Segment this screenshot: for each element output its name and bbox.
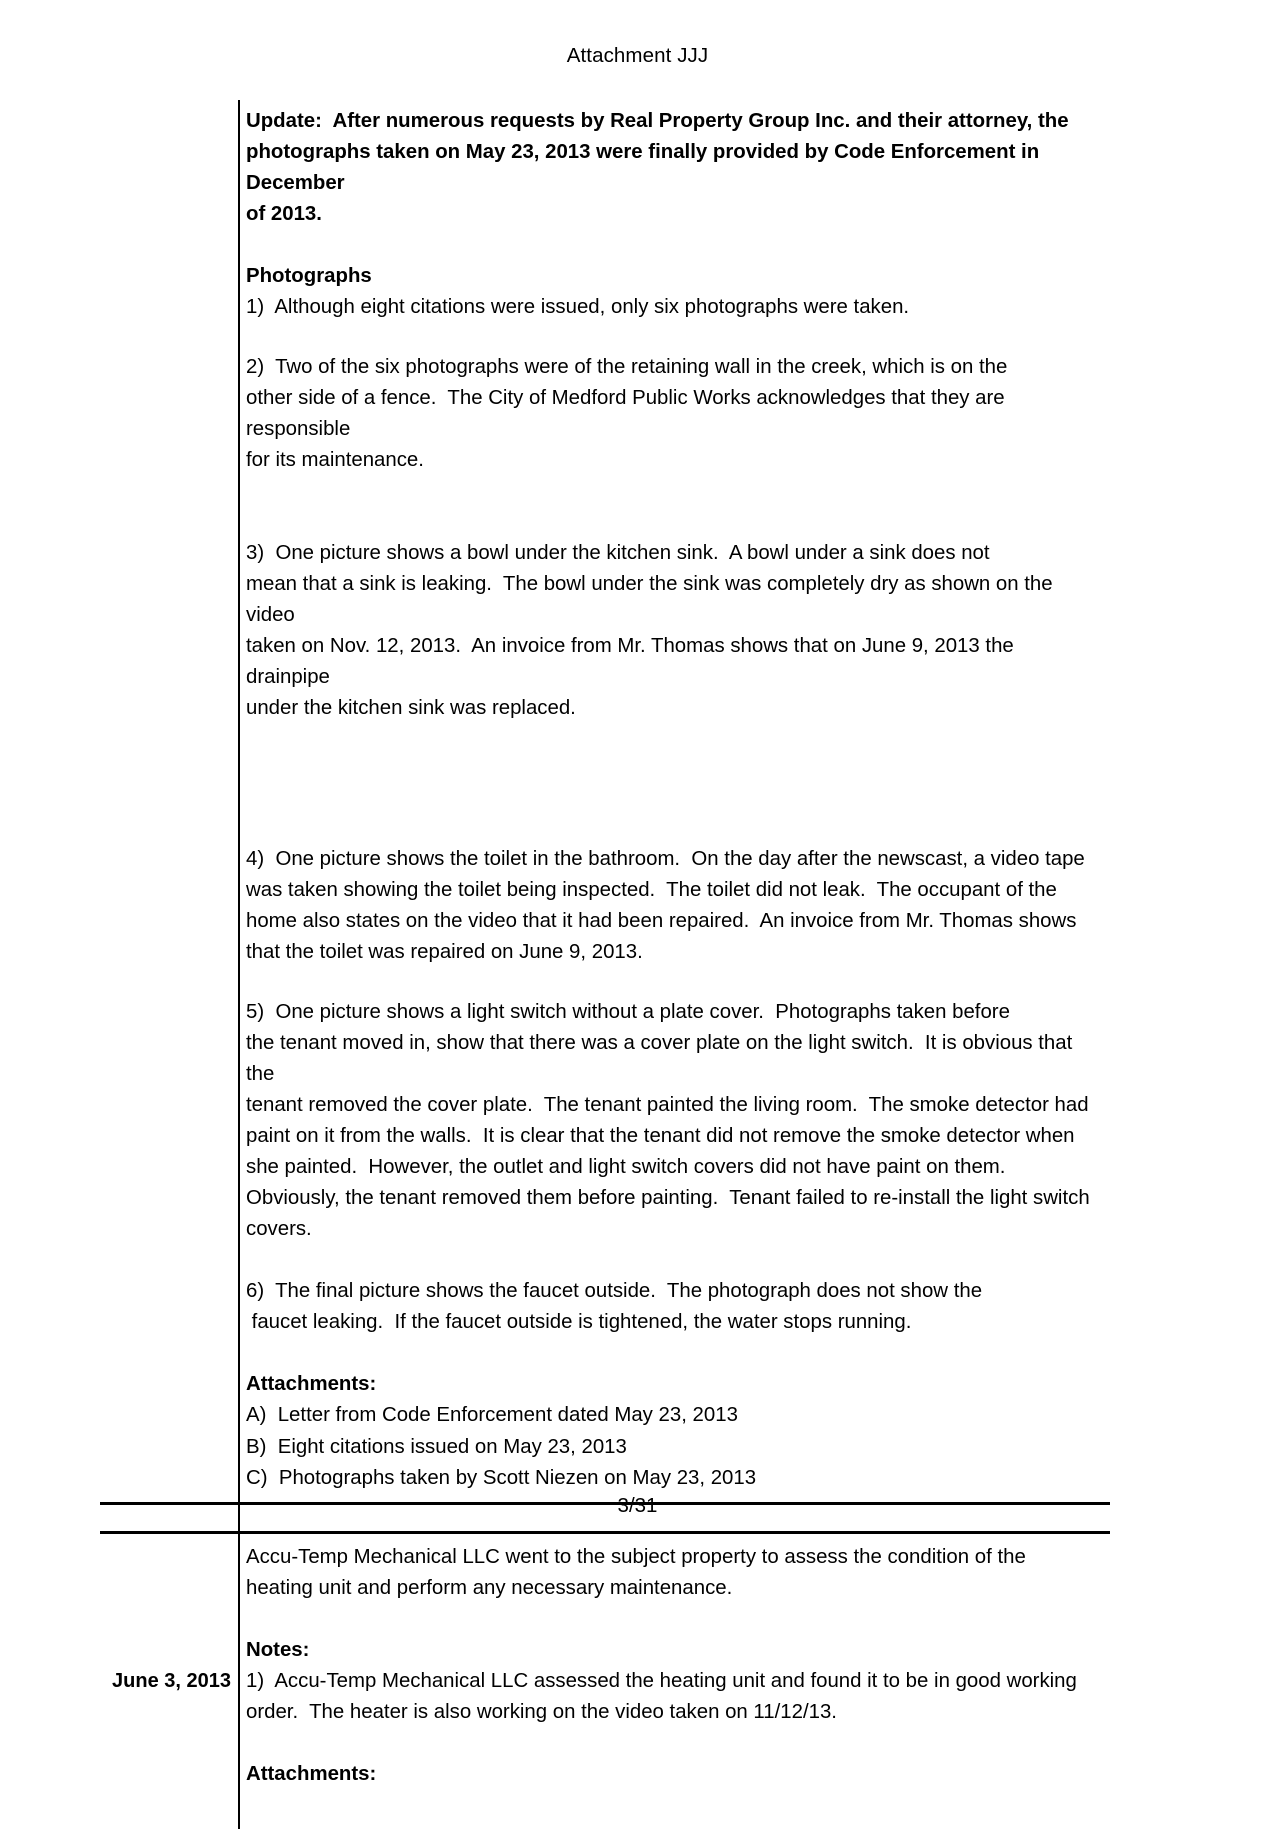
photograph-item-line: home also states on the video that it had been repaired. An invoice from Mr. Thomas shows	[246, 910, 1077, 933]
page-number: 3/31	[617, 1494, 658, 1517]
photograph-item-6	[246, 1276, 1102, 1338]
photograph-item-line: for its maintenance.	[246, 449, 424, 472]
update-paragraph-line: of 2013.	[246, 203, 322, 226]
row-content-cell	[238, 100, 1110, 1502]
photograph-item-4	[246, 844, 1102, 968]
photograph-item-line: taken on Nov. 12, 2013. An invoice from Mr. Thomas shows that on June 9, 2013 the drainpipe	[246, 635, 1020, 689]
attachment-list-item: A) Letter from Code Enforcement dated May 23, 2013	[246, 1404, 738, 1427]
photograph-item-3	[246, 538, 1102, 724]
photograph-item-line: she painted. However, the outlet and light switch covers did not have paint on them.	[246, 1156, 1006, 1179]
photograph-item-5	[246, 997, 1102, 1245]
note-item-line: order. The heater is also working on the video taken on 11/12/13.	[246, 1700, 837, 1723]
chronology-table	[100, 100, 1110, 1829]
page-header-title: Attachment JJJ	[566, 44, 709, 67]
row-date-cell	[100, 100, 238, 1502]
update-paragraph-line: photographs taken on May 23, 2013 were finally provided by Code Enforcement in December	[246, 141, 1045, 195]
table-row	[100, 100, 1110, 1502]
row-date-cell	[100, 1534, 238, 1829]
spacer	[246, 968, 1102, 997]
photograph-item-line: 1) Although eight citations were issued, only six photographs were taken.	[246, 296, 910, 319]
photograph-item-line: covers.	[246, 1218, 312, 1241]
entry-intro-paragraph	[246, 1542, 1102, 1604]
table-row	[100, 1534, 1110, 1829]
photograph-item-line: 6) The final picture shows the faucet outside. The photograph does not show the	[246, 1280, 983, 1303]
photograph-item-line: faucet leaking. If the faucet outside is tightened, the water stops running.	[246, 1311, 912, 1334]
photograph-item-line: 2) Two of the six photographs were of the retaining wall in the creek, which is on the	[246, 356, 1008, 379]
entry-intro-line: heating unit and perform any necessary maintenance.	[246, 1576, 733, 1599]
spacer	[246, 1728, 1102, 1759]
photograph-item-1	[246, 292, 1102, 323]
photograph-item-line: 4) One picture shows the toilet in the bathroom. On the day after the newscast, a video tape	[246, 848, 1085, 871]
update-paragraph	[246, 106, 1102, 230]
attachment-list	[246, 1400, 1102, 1493]
photograph-item-line: Obviously, the tenant removed them before painting. Tenant failed to re-install the light switch	[246, 1187, 1090, 1210]
spacer	[246, 230, 1102, 261]
photograph-item-line: 5) One picture shows a light switch without a plate cover. Photographs taken before	[246, 1001, 1010, 1024]
page-header	[0, 44, 1275, 68]
entry-intro-line: Accu-Temp Mechanical LLC went to the subject property to assess the condition of the	[246, 1545, 1026, 1568]
spacer	[246, 1338, 1102, 1369]
spacer	[246, 1790, 1102, 1819]
spacer	[246, 724, 1102, 844]
photograph-item-line: under the kitchen sink was replaced.	[246, 697, 576, 720]
attachment-list-item: C) Photographs taken by Scott Niezen on May 23, 2013	[246, 1466, 757, 1489]
notes-heading: Notes:	[246, 1638, 310, 1661]
note-item-1	[246, 1666, 1102, 1728]
photograph-item-line: 3) One picture shows a bowl under the kitchen sink. A bowl under a sink does not	[246, 542, 990, 565]
attachments-heading: Attachments:	[246, 1373, 377, 1396]
attachments-heading: Attachments:	[246, 1762, 377, 1785]
photograph-item-line: was taken showing the toilet being inspected. The toilet did not leak. The occupant of the	[246, 879, 1057, 902]
photograph-item-line: paint on it from the walls. It is clear that the tenant did not remove the smoke detector when	[246, 1125, 1075, 1148]
note-item-line: 1) Accu-Temp Mechanical LLC assessed the heating unit and found it to be in good working	[246, 1669, 1077, 1692]
row-date-label: June 3, 2013	[112, 1669, 231, 1692]
photograph-item-line: tenant removed the cover plate. The tenant painted the living room. The smoke detector had	[246, 1094, 1089, 1117]
spacer	[246, 1245, 1102, 1276]
update-paragraph-line: Update: After numerous requests by Real Property Group Inc. and their attorney, the	[246, 110, 1069, 132]
spacer	[246, 476, 1102, 538]
photograph-item-2	[246, 352, 1102, 476]
page-footer	[0, 1494, 1275, 1518]
photograph-item-line: that the toilet was repaired on June 9, 2013.	[246, 941, 643, 964]
photographs-heading: Photographs	[246, 265, 372, 288]
spacer	[246, 323, 1102, 352]
photograph-item-line: mean that a sink is leaking. The bowl under the sink was completely dry as shown on the video	[246, 573, 1059, 627]
attachment-list-item: B) Eight citations issued on May 23, 2013	[246, 1435, 627, 1458]
row-content-cell	[238, 1534, 1110, 1829]
photograph-item-line: other side of a fence. The City of Medford Public Works acknowledges that they are responsible	[246, 387, 1011, 441]
photograph-item-line: the tenant moved in, show that there was a cover plate on the light switch. It is obvious that the	[246, 1032, 1078, 1086]
spacer	[246, 1604, 1102, 1635]
